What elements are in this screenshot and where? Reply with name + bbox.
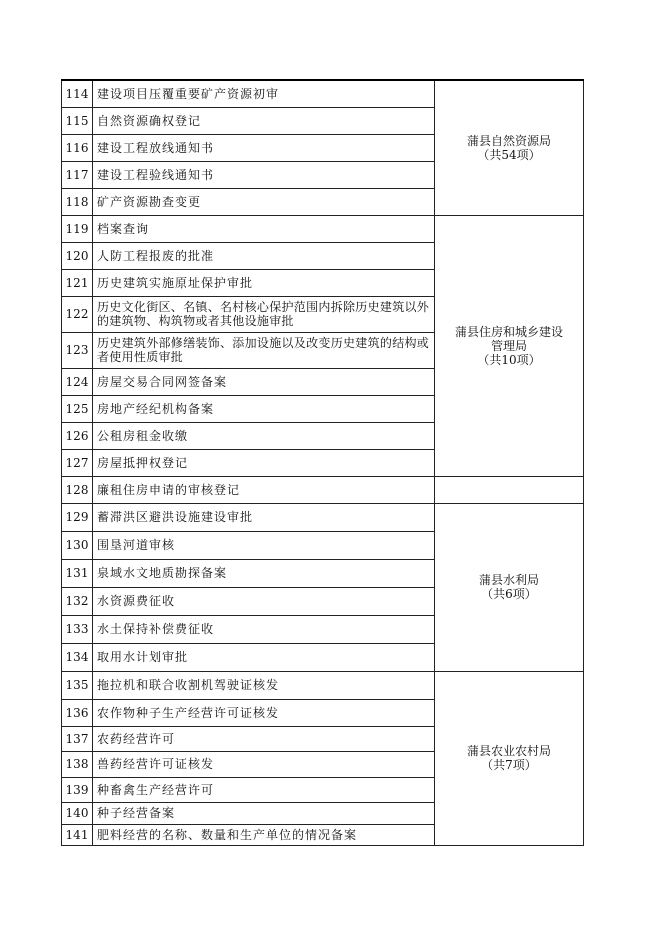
row-item-name: 农药经营许可 [93,726,435,751]
row-item-name: 兽药经营许可证核发 [93,751,435,777]
row-number: 137 [62,726,93,751]
row-number: 130 [62,531,93,559]
row-item-name: 种子经营备案 [93,802,435,824]
row-number: 116 [62,134,93,161]
table-row [62,476,584,503]
row-number: 141 [62,824,93,845]
row-number: 115 [62,107,93,134]
row-item-name: 历史建筑外部修缮装饰、添加设施以及改变历史建筑的结构或者使用性质审批 [93,332,435,368]
row-number: 122 [62,296,93,332]
department-cell [435,80,584,215]
department-name: 蒲县农业农村局 [466,744,551,758]
row-number: 117 [62,161,93,188]
service-list-table [61,79,584,846]
table-row [62,80,584,107]
row-item-name: 人防工程报废的批准 [93,242,435,269]
row-number: 128 [62,476,93,503]
row-number: 124 [62,368,93,395]
row-number: 126 [62,422,93,449]
row-number: 129 [62,503,93,531]
row-number: 119 [62,215,93,242]
table-row [62,215,584,242]
row-number: 121 [62,269,93,296]
row-item-name: 种畜禽生产经营许可 [93,777,435,802]
department-cell [435,215,584,476]
row-number: 136 [62,699,93,726]
department-count: （共6项） [481,587,537,601]
department-count: （共54项） [477,147,541,162]
row-number: 138 [62,751,93,777]
row-number: 123 [62,332,93,368]
row-number: 127 [62,449,93,476]
table-row [62,671,584,699]
row-item-name: 建设项目压覆重要矿产资源初审 [93,80,435,107]
row-item-name: 房屋交易合同网签备案 [93,368,435,395]
row-item-name: 历史文化街区、名镇、名村核心保护范围内拆除历史建筑以外的建筑物、构筑物或者其他设施审批 [93,296,435,332]
department-count: （共10项） [477,352,541,367]
row-item-name: 建设工程验线通知书 [93,161,435,188]
row-item-name: 泉域水文地质勘探备案 [93,559,435,587]
department-name: 蒲县水利局 [478,573,539,587]
department-name-line2: 管理局 [490,338,527,353]
row-item-name: 公租房租金收缴 [93,422,435,449]
row-item-name: 水土保持补偿费征收 [93,615,435,643]
department-cell [435,671,584,845]
row-number: 125 [62,395,93,422]
row-number: 120 [62,242,93,269]
department-name-line1: 蒲县住房和城乡建设 [454,324,563,339]
row-item-name: 水资源费征收 [93,587,435,615]
row-item-name: 取用水计划审批 [93,643,435,671]
row-number: 132 [62,587,93,615]
row-number: 139 [62,777,93,802]
department-name: 蒲县自然资源局 [466,133,551,148]
row-item-name: 房地产经纪机构备案 [93,395,435,422]
row-item-name: 自然资源确权登记 [93,107,435,134]
table-row [62,503,584,531]
row-item-name: 肥料经营的名称、数量和生产单位的情况备案 [93,824,435,845]
row-number: 134 [62,643,93,671]
row-item-name: 农作物种子生产经营许可证核发 [93,699,435,726]
row-number: 131 [62,559,93,587]
row-item-name: 蓄滞洪区避洪设施建设审批 [93,503,435,531]
department-count: （共7项） [481,758,537,772]
row-item-name: 拖拉机和联合收割机驾驶证核发 [93,671,435,699]
department-cell-empty [435,476,584,503]
row-number: 140 [62,802,93,824]
row-number: 133 [62,615,93,643]
row-item-name: 档案查询 [93,215,435,242]
department-cell [435,503,584,671]
row-item-name: 房屋抵押权登记 [93,449,435,476]
row-number: 135 [62,671,93,699]
row-number: 114 [62,80,93,107]
row-item-name: 历史建筑实施原址保护审批 [93,269,435,296]
row-item-name: 围垦河道审核 [93,531,435,559]
row-item-name: 建设工程放线通知书 [93,134,435,161]
row-item-name: 矿产资源勘查变更 [93,188,435,215]
row-item-name: 廉租住房申请的审核登记 [93,476,435,503]
row-number: 118 [62,188,93,215]
